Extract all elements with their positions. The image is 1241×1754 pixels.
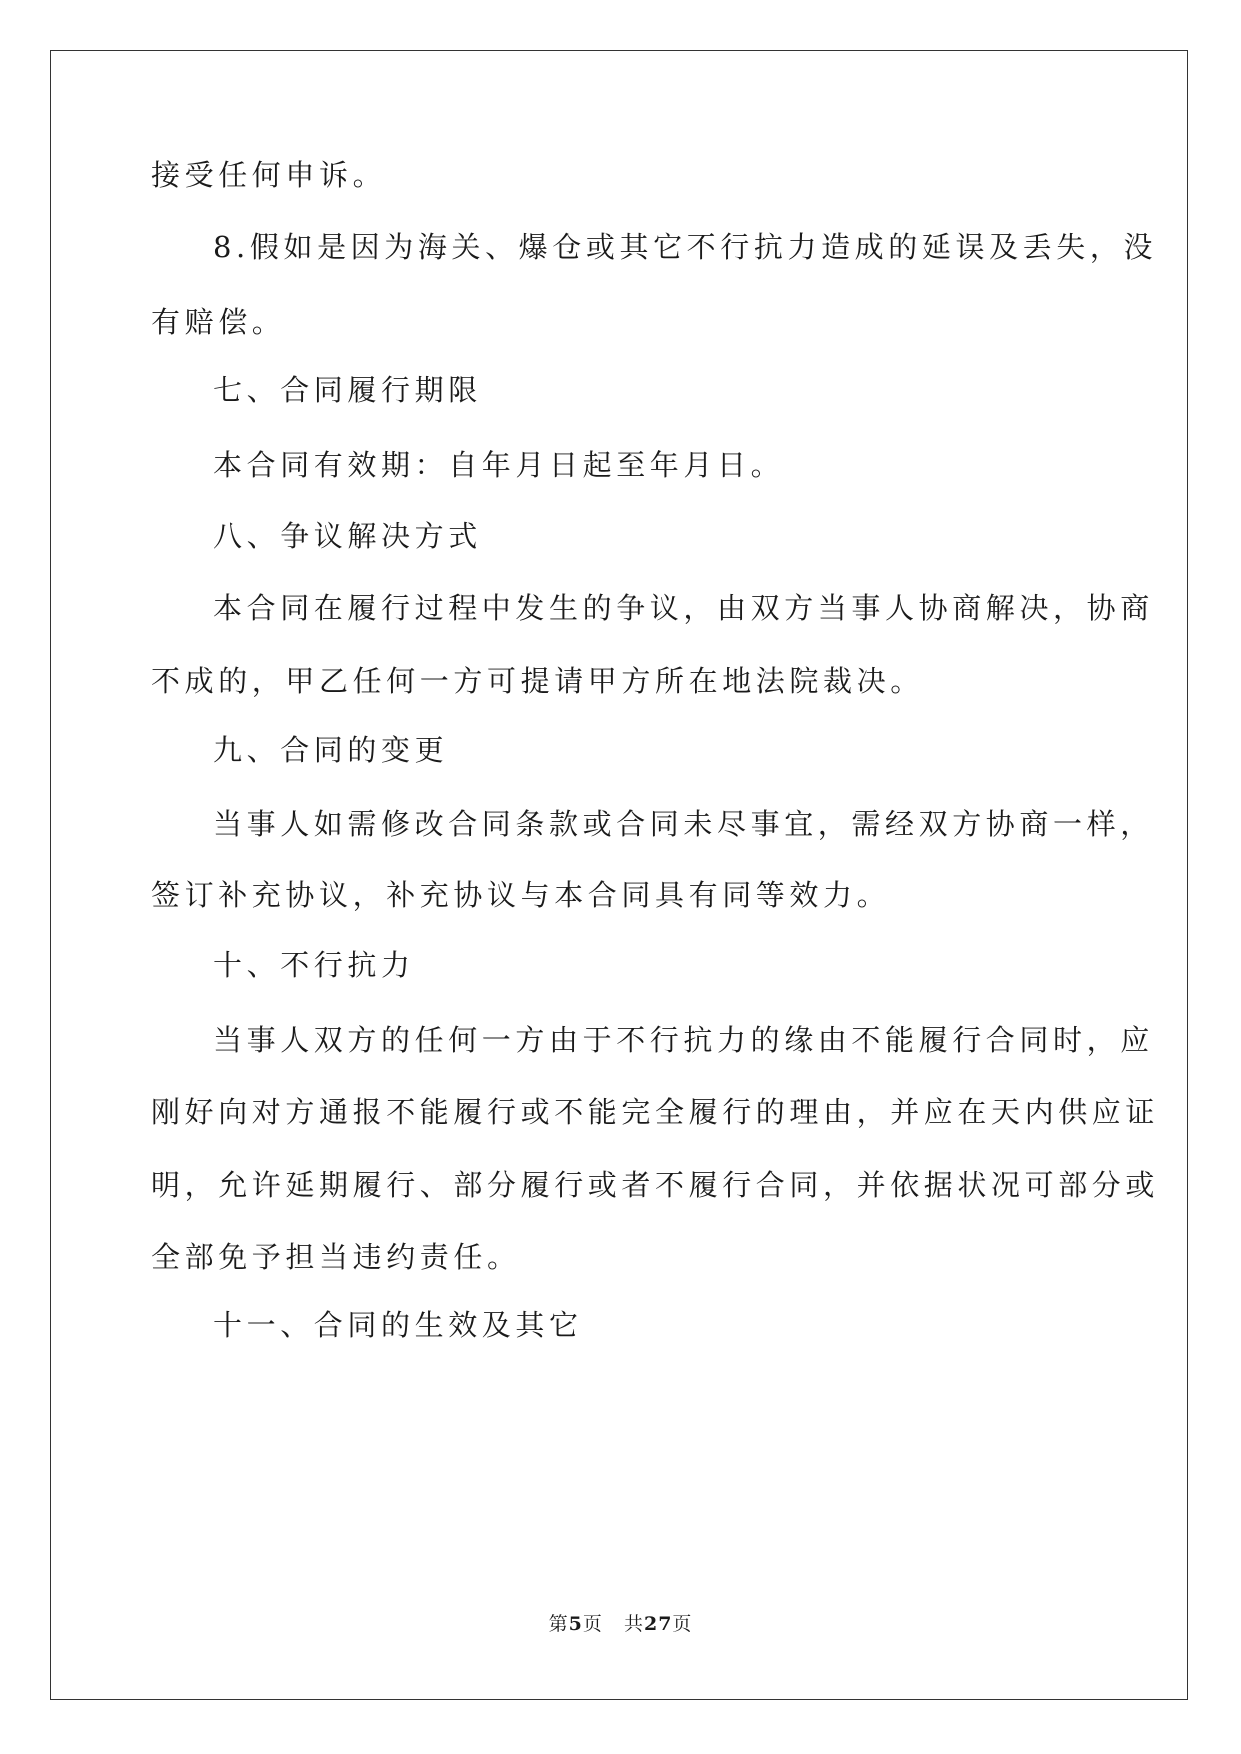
footer-page-suffix: 页 <box>582 1613 603 1635</box>
text-line: 有赔偿。 <box>151 305 286 339</box>
text-line: 当事人双方的任何一方由于不行抗力的缘由不能履行合同时，应 <box>213 1023 1154 1057</box>
section-heading: 七、合同履行期限 <box>213 373 482 407</box>
text-line: 签订补充协议，补充协议与本合同具有同等效力。 <box>151 878 891 912</box>
footer-total-prefix: 共 <box>623 1613 644 1635</box>
text-line: 不成的，甲乙任何一方可提请甲方所在地法院裁决。 <box>151 664 924 698</box>
text-line: 明，允许延期履行、部分履行或者不履行合同，并依据状况可部分或 <box>151 1168 1160 1202</box>
text-line: 本合同有效期：自年月日起至年月日。 <box>213 448 785 482</box>
footer-total-suffix: 页 <box>672 1613 693 1635</box>
page-footer <box>0 1609 1241 1636</box>
section-heading: 九、合同的变更 <box>213 733 449 767</box>
section-heading: 八、争议解决方式 <box>213 519 482 553</box>
text-line: 当事人如需修改合同条款或合同未尽事宜，需经双方协商一样， <box>213 807 1154 841</box>
current-page-number: 5 <box>568 1613 583 1635</box>
footer-prefix: 第 <box>548 1613 569 1635</box>
text-line: 本合同在履行过程中发生的争议，由双方当事人协商解决，协商 <box>213 591 1154 625</box>
text-line: 刚好向对方通报不能履行或不能完全履行的理由，并应在天内供应证 <box>151 1095 1160 1129</box>
section-heading: 十一、合同的生效及其它 <box>213 1308 583 1342</box>
total-page-count: 27 <box>643 1613 673 1635</box>
text-line: 全部免予担当违约责任。 <box>151 1240 521 1274</box>
text-line: 接受任何申诉。 <box>151 158 387 192</box>
text-line: 8.假如是因为海关、爆仓或其它不行抗力造成的延误及丢失，没 <box>213 230 1158 264</box>
section-heading: 十、不行抗力 <box>213 948 415 982</box>
